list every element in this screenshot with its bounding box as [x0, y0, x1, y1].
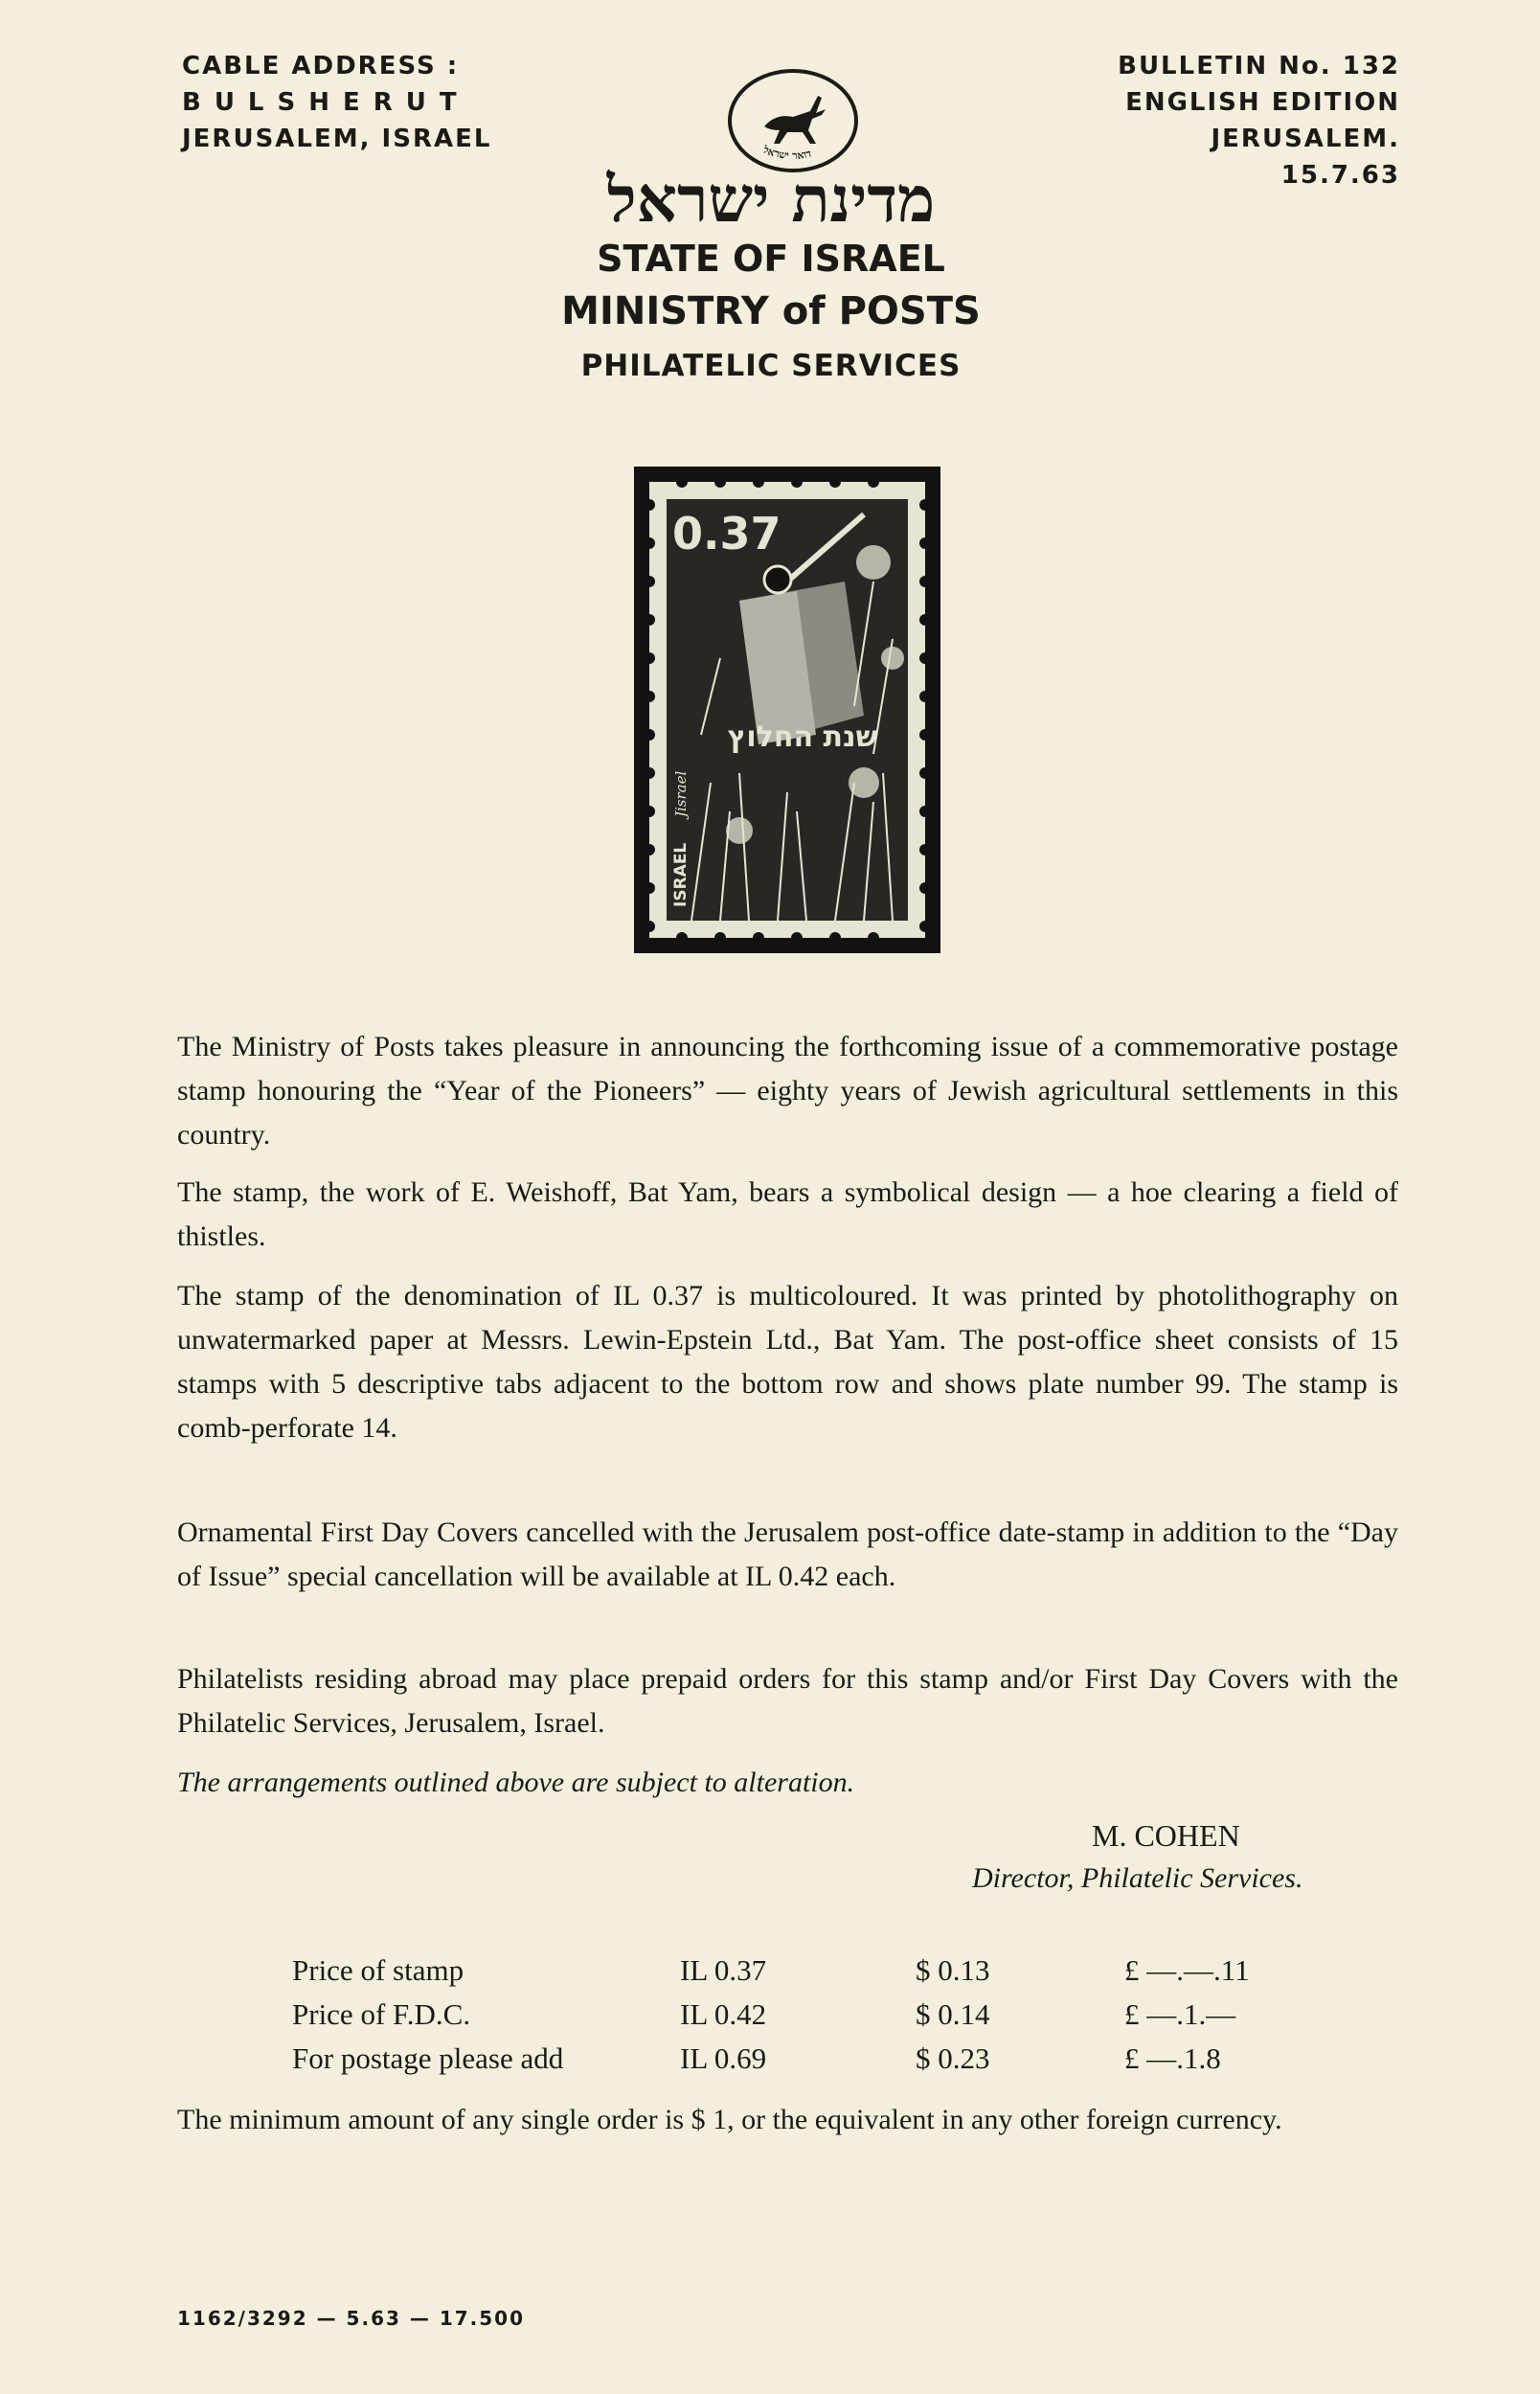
bulletin-info-block — [1101, 48, 1400, 194]
cable-address-city: JERUSALEM, ISRAEL — [182, 125, 492, 153]
state-title: STATE OF ISRAEL — [597, 238, 945, 280]
gazelle-emblem-icon — [726, 67, 860, 174]
cable-address-block — [182, 48, 491, 157]
ministry-title: MINISTRY of POSTS — [561, 289, 981, 333]
bulletin-date: JERUSALEM. 15.7.63 — [1211, 125, 1400, 190]
printing-paragraph: The stamp of the denomination of IL 0.37 is multicoloured. It was printed by photolithography on unwatermarked paper at Messrs. Lewin-Epstein Ltd., Bat Yam. The post-office sheet consists of 15 stamps with 5 descriptive tabs adjacent to the bottom row and shows plate number 99. The stamp is comb-perforate 14. — [177, 1280, 1398, 1444]
price-gbp: £ —.1.— — [1124, 1997, 1236, 2031]
emblem-text: דואר ישראל — [761, 143, 813, 163]
fdc-paragraph: Ornamental First Day Covers cancelled with the Jerusalem post-office date-stamp in addition to the “Day of Issue” special cancellation will be available at IL 0.42 each. — [177, 1516, 1398, 1592]
announcement-paragraph: The Ministry of Posts takes pleasure in announcing the forthcoming issue of a commemorative postage stamp honouring the “Year of the Pioneers” — eighty years of Jewish agricultural settlements in this country. — [177, 1031, 1398, 1151]
signatory-name: M. COHEN — [1092, 1818, 1240, 1853]
philatelic-services-title: PHILATELIC SERVICES — [580, 349, 962, 383]
orders-paragraph: Philatelists residing abroad may place prepaid orders for this stamp and/or First Day Covers with the Philatelic Services, Jerusalem, Israel. — [177, 1663, 1398, 1739]
stamp-image — [634, 467, 940, 953]
design-paragraph: The stamp, the work of E. Weishoff, Bat Yam, bears a symbolical design — a hoe clearing a field of thistles. — [177, 1176, 1398, 1252]
price-usd: $ 0.23 — [916, 2041, 990, 2075]
stamp-denomination: 0.37 — [672, 508, 781, 559]
price-label: Price of F.D.C. — [292, 1997, 471, 2031]
price-gbp: £ —.1.8 — [1124, 2041, 1221, 2075]
signatory-title: Director, Philatelic Services. — [972, 1862, 1303, 1894]
table-row — [292, 1949, 1316, 1993]
stamp-hebrew-tab: שנת החלוץ — [727, 720, 878, 754]
table-row — [292, 1993, 1316, 2037]
cable-address-label: CABLE ADDRESS : — [182, 52, 460, 80]
table-row — [292, 2037, 1316, 2081]
cable-address-code: BULSHERUT — [182, 88, 470, 117]
price-gbp: £ —.—.11 — [1124, 1953, 1250, 1987]
minimum-order-paragraph: The minimum amount of any single order is $ 1, or the equivalent in any other foreign currency. — [177, 2104, 1282, 2135]
bulletin-edition: ENGLISH EDITION — [1125, 88, 1400, 117]
price-table — [292, 1949, 1316, 2081]
print-code-footer: 1162/3292 — 5.63 — 17.500 — [177, 2307, 526, 2330]
price-usd: $ 0.13 — [916, 1953, 990, 1987]
svg-text:דואר ישראל — [760, 143, 812, 162]
price-il: IL 0.37 — [680, 1953, 767, 1987]
price-label: Price of stamp — [292, 1953, 464, 1987]
hebrew-title: מדינת ישראל — [606, 162, 936, 237]
stamp-country-sub: Jisrael — [672, 770, 690, 817]
stamp-country: ISRAEL — [671, 842, 691, 907]
price-label: For postage please add — [292, 2041, 564, 2075]
bulletin-number: BULLETIN No. 132 — [1118, 52, 1400, 80]
price-usd: $ 0.14 — [916, 1997, 990, 2031]
price-il: IL 0.69 — [680, 2041, 767, 2075]
disclaimer-paragraph: The arrangements outlined above are subject to alteration. — [177, 1767, 855, 1798]
price-il: IL 0.42 — [680, 1997, 767, 2031]
